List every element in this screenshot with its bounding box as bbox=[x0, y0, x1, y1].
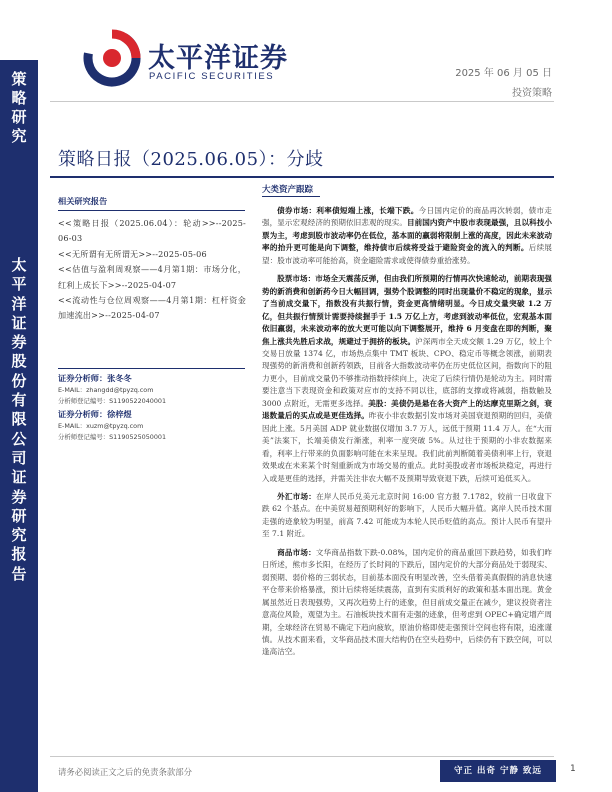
side-label-strategy: 策略研究 bbox=[11, 70, 27, 145]
analyst-name: 徐梓煜 bbox=[107, 409, 132, 419]
analysts-divider bbox=[58, 368, 245, 369]
related-reports-list bbox=[58, 216, 246, 324]
paragraph-stock-market: 股票市场：市场全天震荡反弹，但由我们所预期的行情再次快速轮动，前期表现强势的新消费和创新药今日大幅回调，强势个股调整的同时出现量价不稳定的现象，显示了当前成交量下，指数没有共振行情，资金更高情绪明显。今日成交量突破 1.2 万亿，但共振行情预计需要持续握手于 1.5 万亿上方，考虑到波动率低位，宏观基本面依旧羸弱，未来波动率的放大更可能以向下调整展开，维持 6 月变盘在即的判断，聚焦上涨共先胜后求战，规避过于拥挤的板块。沪深两市全天成交额 1.29 万亿，较上个交易日放量 1374 亿，市场热点集中 TMT 板块、CPO、稳定币等概念领涨，前期表现强势的新消费和创新药领跌，目前各大指数波动率仍在历史低位区间，指数向下的阻力更小，目前成交量仍不够推动指数持续向上，决定了后续行情仍是轮动为主。同时需要注意当下表现资金和政策对应市的支持不同以往，底部的支撑或将减弱，指数触及 3000 点附近，无需更多选择。美股：美债仍是悬在各大资产上的达摩克里斯之剑，衰退数量后的买点或是更佳选择。昨夜小非农数据引发市场对美国衰退预期的回归，美债因此上涨。5月美国 ADP 就业数据仅增加 3.7 万人，远低于预期 11.4 万人。在“大而美”法案下，长端美债发行渐涨，利率一度突破 5%。从过往于预期的小非农数据来看，利率上行带来的负面影响可能在未来呈现。我们此前判断随着美债利率上行，衰退效果或在未来某个时刻重新成为市场交易的重点。此时美股或者市场板块稳定，再进行入或是更佳的选择，并需关注非农大幅不及预期导致衰退下跌，后续可追低买入。 bbox=[262, 274, 553, 483]
report-type: 投资策略 bbox=[512, 88, 552, 99]
footer-divider bbox=[50, 756, 554, 757]
related-reports-heading: 相关研究报告 bbox=[58, 196, 108, 206]
section-label: 大类资产跟踪 bbox=[262, 185, 314, 195]
analyst-role: 证券分析师：徐梓煜 bbox=[58, 409, 132, 419]
page-number: 1 bbox=[570, 764, 576, 774]
analyst-role: 证券分析师：张冬冬 bbox=[58, 373, 132, 383]
analyst-cert: 分析师登记编号：S1190522040001 bbox=[58, 396, 167, 405]
related-report-link[interactable]: <<估值与盈利周观察——4月第1期：市场分化，红利上成长下>>--2025-04-07 bbox=[58, 264, 246, 290]
brand-name-cn: 太平洋证券 bbox=[148, 43, 288, 74]
side-label-company: 太平洋证券股份有限公司证券研究报告 bbox=[11, 256, 27, 583]
company-motto: 守正 出奇 宁静 致远 bbox=[440, 760, 556, 782]
analyst-email[interactable]: E-MAIL：xuzm@tpyzq.com bbox=[58, 422, 144, 430]
paragraph-bond-market: 债券市场：利率债短端上涨，长端下跌。今日国内定价的商品再次转弱，债市走强，显示宏观经济的预期依旧悲观的现实。目前国内资产中股市表现最强，且以科技小票为主，考虑到股市波动率仍在低位，基本面的羸弱将限制上涨的高度，因此未来波动率的抬升更可能是向下调整，维持债市后续将受益于避险资金的流入的判断。后续展望：股市波动率可能抬高，资金避险需求或使得债券重拾涨势。 bbox=[262, 206, 553, 265]
paragraph-fx-market: 外汇市场：在岸人民币兑美元北京时间 16:00 官方报 7.1782，较前一日收盘下跌 62 个基点。在中美贸易超预期利好的影响下，人民币大幅升值。离岸人民币技术面走强的迹象较为明显，前高 7.42 可能成为本轮人民币贬值的高点。预计人民币有望升至 7.1 附近。 bbox=[262, 491, 552, 539]
paragraph-commodity-market: 商品市场：文华商品指数下跌-0.08%，国内定价的商品重回下跌趋势，如我们昨日所述，熊市多长阳，在经历了长时间的下跌后，国内定价的大部分商品处于弱现实、弱预期、弱价格的三弱状态，目前基本面没有明显改善，空头借着美真假假的消息快速平仓带来价格暴涨，预计后续将延续震荡，直到有实质利好的政策和基本面出现。黄金属虽然近日表现强势，又再次趋势上行的迹象，但目前成交量正在减少，建议投资者注意高位风险，观望为主。石油板块技术面有走强的迹象，但考虑到 OPEC+确定增产周期，全球经济在贸易不确定下趋向疲软，原油价格即使走强预计空间也将有限，追涨谨慎。从技术面来看，文华商品技术面大结构仍在空头趋势中，后续仍有下跌空间，可以逢高沽空。 bbox=[262, 547, 552, 657]
brand-name-en: PACIFIC SECURITIES bbox=[149, 71, 275, 82]
report-date: 2025 年 06 月 05 日 bbox=[455, 68, 552, 79]
report-body bbox=[262, 205, 552, 665]
section-underline bbox=[262, 196, 320, 197]
report-title: 策略日报（2025.06.05）：分歧 bbox=[58, 149, 324, 170]
pacific-securities-logo bbox=[82, 28, 142, 88]
header-divider bbox=[50, 101, 554, 102]
analyst-cert: 分析师登记编号：S1190525050001 bbox=[58, 432, 167, 441]
title-divider bbox=[50, 176, 554, 178]
analyst-email[interactable]: E-MAIL：zhangdd@tpyzq.com bbox=[58, 386, 154, 394]
related-divider bbox=[58, 210, 245, 211]
analyst-block bbox=[58, 408, 248, 442]
disclaimer-text: 请务必阅读正文之后的免责条款部分 bbox=[58, 767, 192, 777]
related-report-link[interactable]: <<流动性与仓位周观察——4月第1期：杠杆资金加速流出>>--2025-04-07 bbox=[58, 295, 246, 321]
analyst-block bbox=[58, 372, 248, 406]
related-report-link[interactable]: <<策略日报（2025.06.04）：轮动>>--2025-06-03 bbox=[58, 218, 246, 244]
analyst-name: 张冬冬 bbox=[107, 373, 132, 383]
related-report-link[interactable]: <<无所谓有无所谓无>>--2025-05-06 bbox=[58, 248, 207, 259]
